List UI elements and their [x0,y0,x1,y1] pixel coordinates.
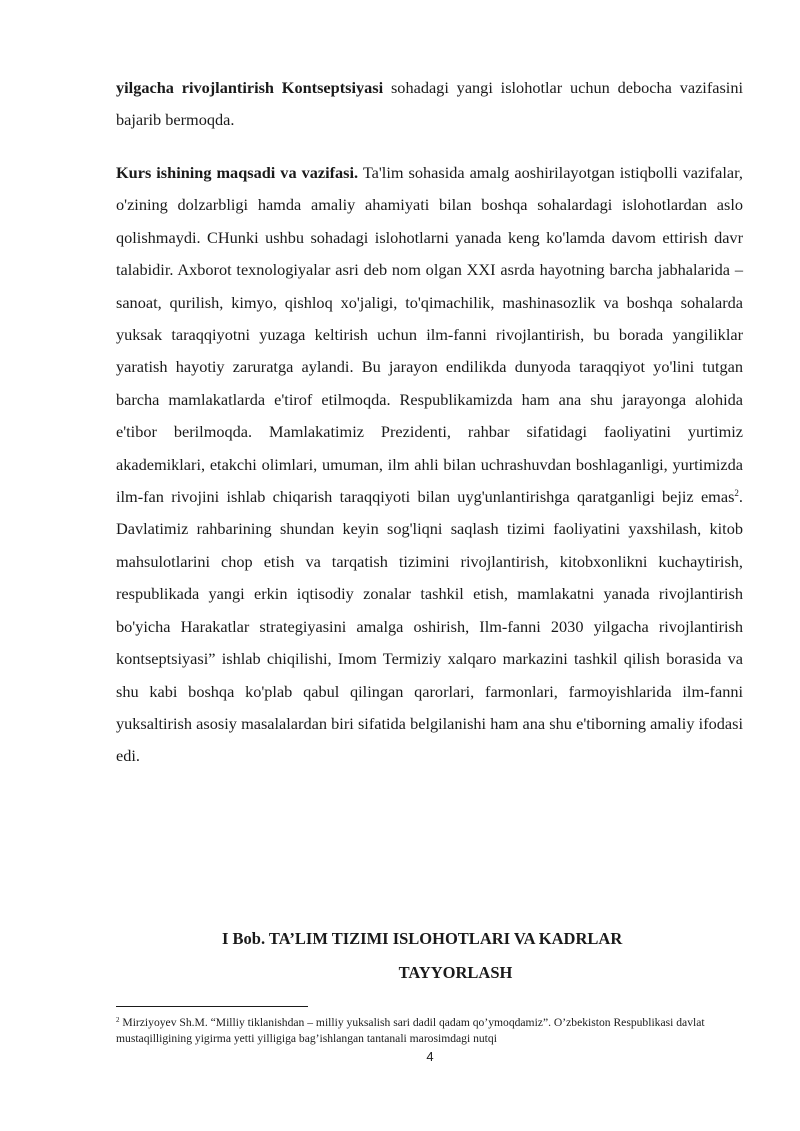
footnote-reference[interactable]: 2 [734,488,739,499]
footnote [116,1015,716,1047]
footnote-divider [116,1006,308,1007]
page-number: 4 [426,1049,434,1064]
chapter-heading [116,922,743,990]
chapter-heading-line1: I Bob. TA’LIM TIZIMI ISLOHOTLARI VA KADRLAR [222,929,623,948]
paragraph-purpose-text-1: Ta'lim sohasida amalg aoshirilayotgan istiqbolli vazifalar, o'zining dolzarbligi hamda amaliy ahamiyati bilan boshqa sohalardagi islohotlardan aslo qolishmaydi. CHunki ushbu sohadagi islohotlarni yanada keng ko'lamda davom ettirish davr talabidir. Axborot texnologiyalar asri deb nom olgan XXI asrda hayotning barcha jabhalarida – sanoat, qurilish, kimyo, qishloq xo'jaligi, to'qimachilik, mashinasozlik va boshqa sohalarda yuksak taraqqiyotni yuzaga keltirish uchun ilm-fanni rivojlantirish, bu borada yangiliklar yaratish hayotiy zaruratga aylandi. Bu jarayon endilikda dunyoda taraqqiyot yo'lini tutgan barcha mamlakatlarda e'tirof etilmoqda. Respublikamizda ham ana shu jarayonga alohida e'tibor berilmoqda. Mamlakatimiz Prezidenti, rahbar sifatidagi faoliyatini yurtimiz akademiklari, etakchi olimlari, umuman, ilm ahli bilan uchrashuvdan boshlaganligi, yurtimizda ilm-fan rivojini ishlab chiqarish taraqqiyoti bilan uyg'unlantirishga qaratganligi bejiz emas [116,163,743,507]
footnote-marker: 2 [116,1016,120,1024]
paragraph-intro-text: sohadagi yangi islohotlar uchun debocha vazifasini bajarib bermoqda. [116,78,743,130]
paragraph-intro-bold: yilgacha rivojlantirish Kontseptsiyasi [116,78,384,97]
paragraph-purpose-text-2: . Davlatimiz rahbarining shundan keyin sog'liqni saqlash tizimi faoliyatini yaxshilash, kitob mahsulotlarini chop etish va tarqatish tizimini rivojlantirish, kitobxonlikni kuchaytirish, respublikada yangi erkin iqtisodiy zonalar tashkil etish, mamlakatni yanada rivojlantirish bo'yicha Harakatlar strategiyasini amalga oshirish, Ilm-fanni 2030 yilgacha rivojlantirish kontseptsiyasi” ishlab chiqilishi, Imom Termiziy xalqaro markazini tashkil qilish borasida va shu kabi boshqa ko'plab qabul qilingan qarorlari, farmonlari, farmoyishlarida ilm-fanni yuksaltirish asosiy masalalardan biri sifatida belgilanishi ham ana shu e'tiborning amaliy ifodasi edi. [116,487,743,766]
footnote-text: Mirziyoyev Sh.M. “Milliy tiklanishdan – milliy yuksalish sari dadil qadam qo’ymoqdamiz”. O’zbekiston Respublikasi davlat mustaqilligining yigirma yetti yilligiga bag’ishlangan tantanali marosimdagi nutqi [116,1016,705,1045]
paragraph-purpose-bold: Kurs ishining maqsadi va vazifasi. [116,163,359,182]
paragraph-purpose [116,157,743,773]
paragraph-intro [116,72,743,137]
chapter-heading-line2: TAYYORLASH [398,963,513,982]
